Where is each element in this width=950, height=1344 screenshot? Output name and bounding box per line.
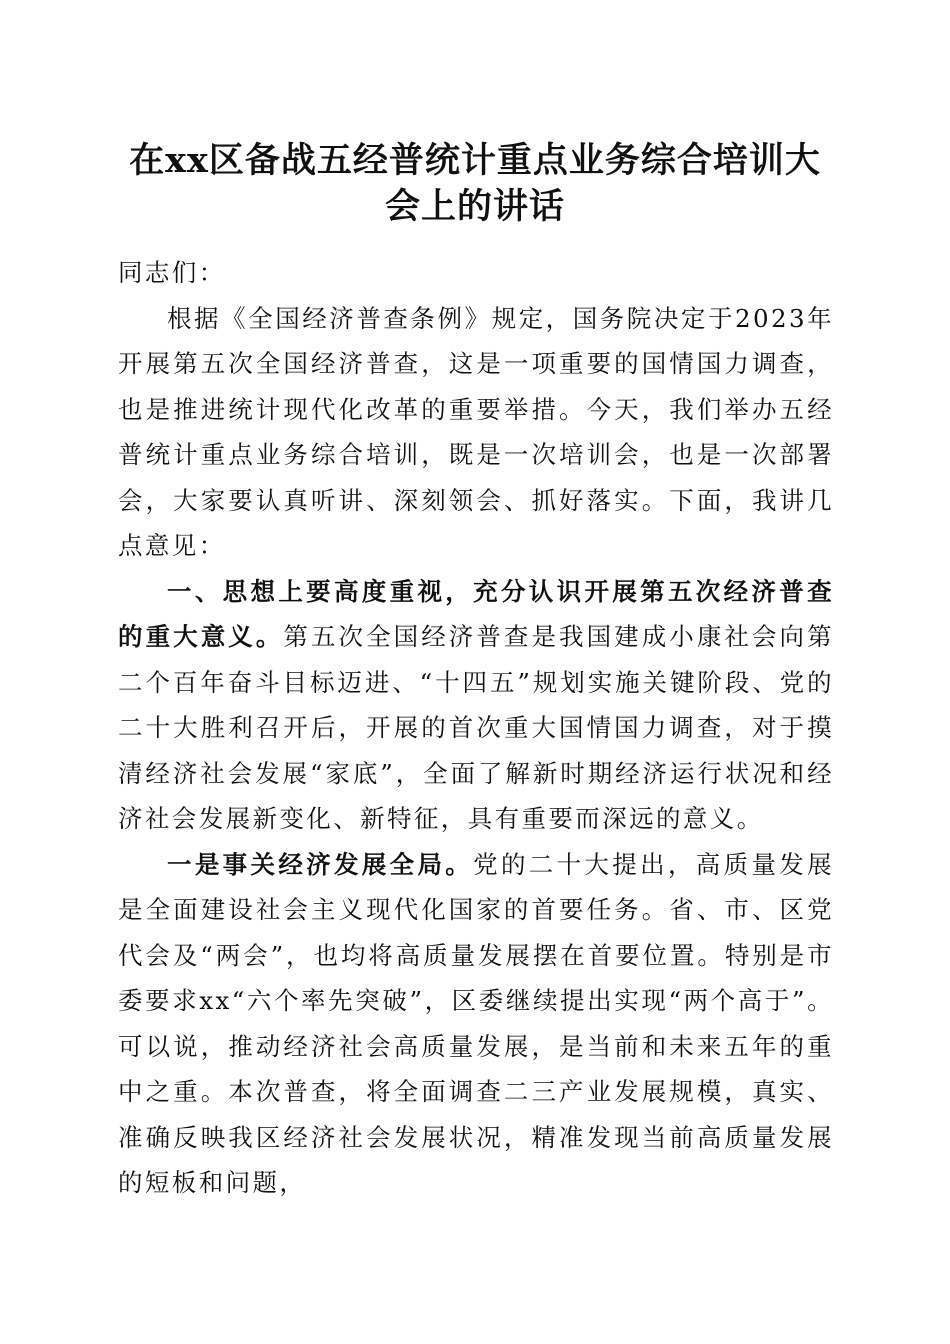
- paragraph-intro-text: 根据《全国经济普查条例》规定，国务院决定于2023年开展第五次全国经济普查，这是一项重要的国情国力调查，也是推进统计现代化改革的重要举措。今天，我们举办五经普统计重点业务综合培训，既是一次培训会，也是一次部署会，大家要认真听讲、深刻领会、抓好落实。下面，我讲几点意见：: [118, 303, 834, 560]
- paragraph-point-one: [118, 842, 834, 1206]
- document-title: 在xx区备战五经普统计重点业务综合培训大会上的讲话: [129, 140, 821, 227]
- document-body: [118, 250, 834, 1206]
- paragraph-intro: [118, 296, 834, 569]
- point-lead-one: 一是事关经济发展全局。: [167, 849, 474, 879]
- paragraph-section-one-text: 第五次全国经济普查是我国建成小康社会向第二个百年奋斗目标迈进、“十四五”规划实施关键阶段、党的二十大胜利召开后，开展的首次重大国情国力调查，对于摸清经济社会发展“家底”，全面了解新时期经济运行状况和经济社会发展新变化、新特征，具有重要而深远的意义。: [118, 622, 834, 833]
- salutation: 同志们：: [118, 258, 226, 287]
- paragraph-section-one: [118, 569, 834, 842]
- section-heading-one: 一、思想上要高度重视，充分认识开展第五次经济普查的重大意义。: [118, 576, 834, 651]
- paragraph-point-one-text: 党的二十大提出，高质量发展是全面建设社会主义现代化国家的首要任务。省、市、区党代会及“两会”，也均将高质量发展摆在首要位置。特别是市委要求xx“六个率先突破”，区委继续提出实现“两个高于”。可以说，推动经济社会高质量发展，是当前和未来五年的重中之重。本次普查，将全面调查二三产业发展规模，真实、准确反映我区经济社会发展状况，精准发现当前高质量发展的短板和问题，: [118, 849, 834, 1197]
